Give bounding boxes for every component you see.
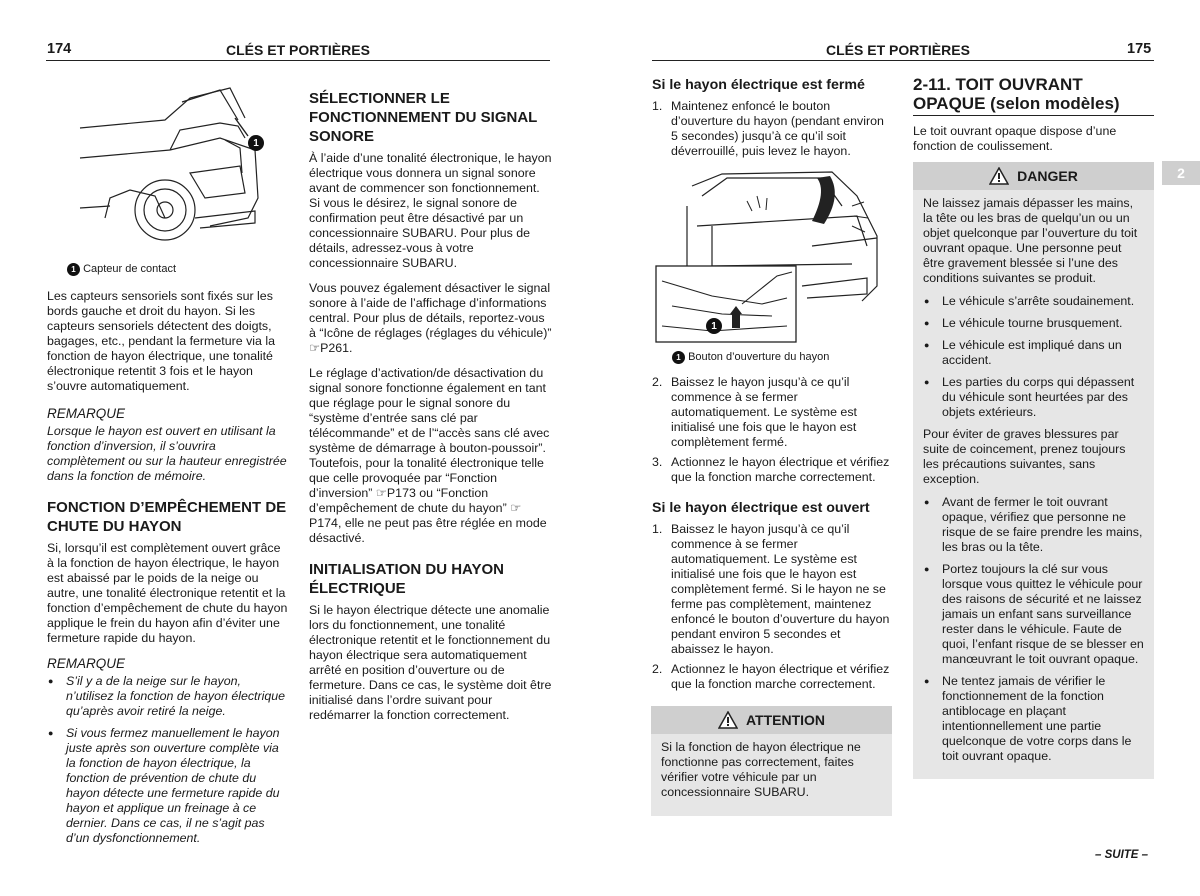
steps-list	[652, 375, 892, 485]
right-column-1	[652, 76, 892, 165]
danger-list	[923, 294, 1144, 420]
step-number: 2.	[652, 662, 663, 676]
tailgate-sensor-illustration	[70, 78, 280, 258]
continued-marker: – SUITE –	[1095, 849, 1149, 861]
left-header-rule	[46, 60, 550, 61]
tailgate-button-illustration	[652, 166, 887, 346]
left-column-2	[309, 89, 552, 733]
step-number: 3.	[652, 455, 663, 469]
section-title: 2-11. TOIT OUVRANT OPAQUE (selon modèles)	[913, 75, 1154, 116]
caption-text: Bouton d’ouverture du hayon	[688, 351, 830, 363]
list-item: ● Le véhicule s’arrête soudainement.	[923, 294, 1144, 309]
right-running-title: CLÉS ET PORTIÈRES	[826, 42, 970, 58]
chapter-tab: 2	[1162, 161, 1200, 185]
step-item	[652, 662, 892, 692]
paragraph: Les capteurs sensoriels sont fixés sur les bords gauche et droit du hayon. Si les capteurs sensoriels détectent des doigts, bagages, etc., pendant la fermeture via la fonction de hayon électrique, une tonalité électronique retentit 3 fois et le hayon s’ouvre automatiquement.	[47, 289, 275, 393]
remark-text: Lorsque le hayon est ouvert en utilisant la fonction d’inversion, il s’ouvrira complètement ou sur la hauteur enregistrée dans la fonction de mémoire.	[47, 424, 287, 483]
warning-icon	[718, 711, 738, 729]
step-text: Maintenez enfoncé le bouton d’ouverture du hayon (pendant environ 5 secondes) jusqu’à ce qu’il soit déverrouillé, puis levez le hayon.	[671, 99, 884, 158]
list-item: ● Avant de fermer le toit ouvrant opaque, vérifiez que personne ne risque de se faire prendre les mains, les bras ou la tête.	[923, 495, 1144, 555]
list-item: ● Ne tentez jamais de vérifier le fonctionnement de la fonction antiblocage en plaçant intentionnellement une partie quelconque de votre corps dans le toit ouvrant opaque.	[923, 674, 1144, 764]
car-rear-open-tailgate-drawing	[70, 78, 280, 258]
danger-text: Pour éviter de graves blessures par suite de coincement, prenez toujours les précautions suivantes, sans exception.	[923, 427, 1126, 486]
paragraph: Si, lorsqu’il est complètement ouvert grâce à la fonction de hayon électrique, le hayon est abaissé par le poids de la neige ou autre, une tonalité électronique retentit et la fonction d’empêchement de chute du hayon applique le frein du hayon afin d’éviter une fermeture rapide du hayon.	[47, 541, 288, 645]
danger-body	[913, 190, 1154, 779]
figure-caption	[67, 262, 290, 277]
attention-text: Si la fonction de hayon électrique ne fonctionne pas correctement, faites vérifier votre véhicule par un concessionnaire SUBARU.	[661, 740, 861, 799]
paragraph: Si le hayon électrique détecte une anomalie lors du fonctionnement, une tonalité électronique retentit et le fonctionnement du hayon électrique sera automatiquement arrêté en position d’ouverture ou de fermeture. Dans ce cas, le système doit être initialisé dans l’ordre suivant pour redémarrer la fonction correctement.	[309, 603, 552, 722]
section-heading: Si le hayon électrique est fermé	[652, 77, 865, 93]
attention-title: ATTENTION	[745, 712, 826, 728]
callout-1: 1	[706, 318, 722, 334]
tailgate-open-button-drawing	[652, 166, 887, 346]
list-item: ● Les parties du corps qui dépassent du véhicule sont heurtées par des objets extérieurs.	[923, 375, 1144, 420]
danger-header	[913, 162, 1154, 190]
list-item: ● S’il y a de la neige sur le hayon, n’utilisez la fonction de hayon électrique qu’après avoir retiré la neige.	[47, 674, 290, 719]
right-column-1-continued	[652, 350, 892, 698]
caption-text: Capteur de contact	[83, 263, 177, 275]
paragraph: À l’aide d’une tonalité électronique, le hayon électrique vous donnera un signal sonore avant de commencer son fonctionnement. Si vous le désirez, le signal sonore de confirmation peut être désactivé par un concessionnaire SUBARU. Pour plus de détails, adressez-vous à votre concessionnaire SUBARU.	[309, 151, 552, 270]
left-column-1	[47, 262, 290, 853]
warning-icon	[989, 167, 1009, 185]
step-text: Baissez le hayon jusqu’à ce qu’il commence à se fermer automatiquement. Le système est initialisé une fois que le hayon est complètement fermé.	[671, 375, 857, 449]
right-header-rule	[652, 60, 1154, 61]
step-text: Actionnez le hayon électrique et vérifiez que la fonction marche correctement.	[671, 455, 890, 484]
callout-1: 1	[248, 135, 264, 151]
paragraph: Le réglage d’activation/de désactivation du signal sonore fonctionne également en tant que réglage pour le signal sonore du “système d’entrée sans clé par télécommande” et de l’“accès sans clé avec système de démarrage à bouton-poussoir”. Toutefois, pour la tonalité électronique telle que celle provoquée par “Fonction d’inversion” ☞P173 ou “Fonction d’empêchement de chute du hayon” ☞P174, elle ne peut pas être réglée en mode désactivé.	[309, 366, 550, 545]
danger-list	[923, 495, 1144, 764]
remark-heading: REMARQUE	[47, 656, 126, 671]
danger-box	[913, 162, 1154, 779]
paragraph: Vous pouvez également désactiver le signal sonore à l’aide de l’affichage d’informations central. Pour plus de détails, reportez-vous à “Icône de réglages (réglages du véhicule)” ☞P261.	[309, 281, 552, 355]
steps-list	[652, 522, 892, 692]
step-number: 2.	[652, 375, 663, 389]
list-item: ● Portez toujours la clé sur vous lorsque vous quittez le véhicule pour des raisons de sécurité et ne laissez jamais un enfant sans surveillance rester dans le véhicule. Faute de quoi, l’enfant risque de se blesser en manœuvrant le toit ouvrant opaque.	[923, 562, 1144, 667]
figure-caption	[672, 350, 892, 365]
list-item: ● Le véhicule est impliqué dans un accident.	[923, 338, 1144, 368]
caption-callout: 1	[67, 263, 80, 276]
step-item	[652, 522, 892, 657]
right-page-number: 175	[1127, 41, 1152, 57]
step-item	[652, 455, 892, 485]
attention-box	[651, 706, 892, 816]
step-text: Baissez le hayon jusqu’à ce qu’il commence à se fermer automatiquement. Le système est initialisé une fois que le hayon est complètement fermé. Si le hayon ne se ferme pas complètement, maintenez enfoncé le bouton d’ouverture du hayon pendant environ 5 secondes et abaissez le hayon.	[671, 522, 890, 656]
attention-header	[651, 706, 892, 734]
section-heading: INITIALISATION DU HAYON ÉLECTRIQUE	[309, 561, 505, 597]
step-number: 1.	[652, 522, 663, 536]
step-text: Actionnez le hayon électrique et vérifiez que la fonction marche correctement.	[671, 662, 890, 691]
steps-list	[652, 99, 892, 159]
remark-heading: REMARQUE	[47, 406, 126, 421]
caption-callout: 1	[672, 351, 685, 364]
left-page-number: 174	[47, 41, 72, 57]
list-item: ● Si vous fermez manuellement le hayon juste après son ouverture complète via la fonction de hayon électrique, la fonction de prévention de chute du hayon détecte une fermeture rapide du hayon et applique un freinage à ce dernier. Dans ce cas, il ne s’agit pas d’un dysfonctionnement.	[47, 726, 290, 846]
step-item	[652, 375, 892, 450]
danger-text: Ne laissez jamais dépasser les mains, la tête ou les bras de quelqu’un ou un objet quelconque par l’ouverture du toit ouvrant opaque. Une personne peut être gravement blessée si l’une des conditions suivantes se produit.	[923, 196, 1138, 285]
section-heading: SÉLECTIONNER LE FONCTIONNEMENT DU SIGNAL SONORE	[309, 90, 538, 145]
list-item: ● Le véhicule tourne brusquement.	[923, 316, 1144, 331]
paragraph: Le toit ouvrant opaque dispose d’une fonction de coulissement.	[913, 124, 1117, 153]
danger-title: DANGER	[1017, 168, 1078, 184]
right-column-2	[913, 75, 1154, 164]
remark-list	[47, 674, 290, 846]
attention-body	[651, 734, 892, 816]
section-heading: FONCTION D’EMPÊCHEMENT DE CHUTE DU HAYON	[47, 499, 287, 535]
step-number: 1.	[652, 99, 663, 113]
left-running-title: CLÉS ET PORTIÈRES	[226, 42, 370, 58]
section-heading: Si le hayon électrique est ouvert	[652, 500, 870, 516]
step-item	[652, 99, 892, 159]
